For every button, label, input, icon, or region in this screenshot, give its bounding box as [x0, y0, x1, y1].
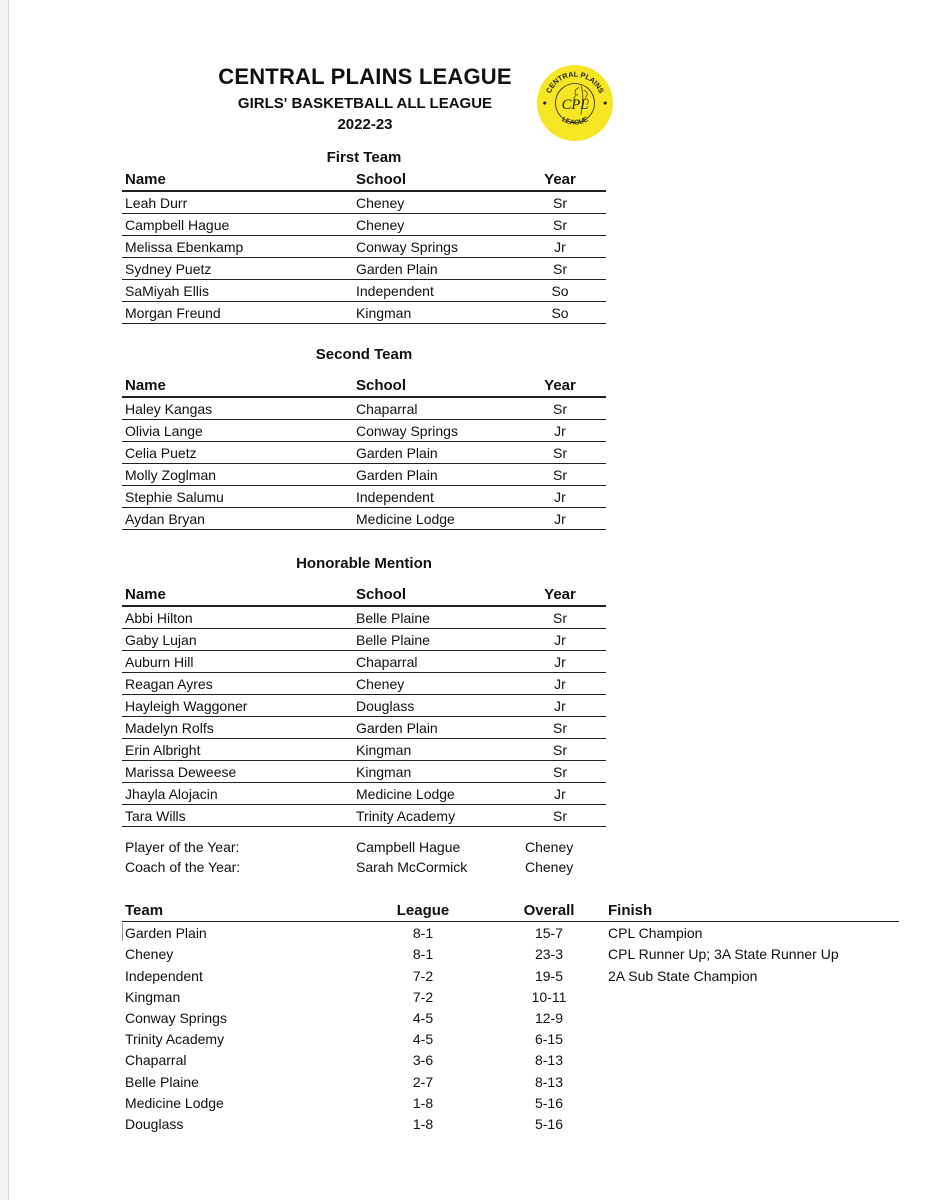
finish-note: CPL Champion — [608, 925, 703, 942]
overall-record: 6-15 — [534, 1031, 564, 1048]
team-name: Trinity Academy — [125, 1031, 225, 1048]
standings-row — [122, 1092, 899, 1113]
league-record: 1-8 — [412, 1115, 434, 1132]
player-year: Sr — [553, 195, 567, 211]
player-year: Jr — [554, 698, 566, 714]
col-year: Year — [544, 377, 576, 394]
table-row — [122, 673, 606, 695]
table-row — [122, 486, 606, 508]
table-row — [122, 739, 606, 761]
table-row — [122, 717, 606, 739]
player-name: SaMiyah Ellis — [125, 283, 210, 299]
award-recipient: Sarah McCormick — [356, 859, 468, 875]
player-year: Sr — [553, 808, 567, 824]
player-school: Chaparral — [356, 401, 418, 417]
standings-row — [122, 1028, 899, 1049]
player-school: Independent — [356, 489, 434, 505]
col-name: Name — [125, 377, 166, 394]
player-year: Jr — [554, 786, 566, 802]
award-coach-of-year — [125, 859, 605, 879]
player-school: Chaparral — [356, 654, 418, 670]
document-subtitle: GIRLS' BASKETBALL ALL LEAGUE — [237, 95, 493, 112]
player-name: Sydney Puetz — [125, 261, 212, 277]
table-row — [122, 508, 606, 530]
player-name: Stephie Salumu — [125, 489, 224, 505]
player-name: Leah Durr — [125, 195, 188, 211]
player-year: Jr — [554, 676, 566, 692]
player-name: Aydan Bryan — [125, 511, 205, 527]
player-name: Morgan Freund — [125, 305, 221, 321]
player-name: Melissa Ebenkamp — [125, 239, 244, 255]
overall-record: 12-9 — [534, 1009, 564, 1026]
player-school: Garden Plain — [356, 445, 438, 461]
player-year: Sr — [553, 217, 567, 233]
col-team: Team — [125, 902, 164, 919]
player-school: Conway Springs — [356, 239, 458, 255]
col-overall: Overall — [523, 902, 575, 919]
player-name: Tara Wills — [125, 808, 186, 824]
player-name: Celia Puetz — [125, 445, 197, 461]
team-name: Medicine Lodge — [125, 1094, 224, 1111]
table-row — [122, 214, 606, 236]
overall-record: 5-16 — [534, 1115, 564, 1132]
league-record: 3-6 — [412, 1052, 434, 1069]
team-name: Belle Plaine — [125, 1073, 199, 1090]
player-name: Abbi Hilton — [125, 610, 193, 626]
table-row — [122, 398, 606, 420]
table-row — [122, 280, 606, 302]
player-year: Jr — [554, 654, 566, 670]
player-year: So — [551, 305, 569, 321]
overall-record: 15-7 — [534, 925, 564, 942]
team-name: Independent — [125, 967, 203, 984]
award-school: Cheney — [525, 859, 574, 875]
team-name: Conway Springs — [125, 1009, 227, 1026]
team-name: Garden Plain — [125, 925, 207, 942]
table-row — [122, 805, 606, 827]
player-year: So — [551, 283, 569, 299]
player-name: Haley Kangas — [125, 401, 213, 417]
logo-text-bottom: LEAGUE — [560, 116, 590, 127]
player-name: Madelyn Rolfs — [125, 720, 214, 736]
col-year: Year — [544, 586, 576, 603]
player-school: Garden Plain — [356, 720, 438, 736]
player-school: Kingman — [356, 305, 412, 321]
col-school: School — [356, 377, 407, 394]
col-league: League — [396, 902, 450, 919]
award-school: Cheney — [525, 839, 574, 855]
season-label: 2022-23 — [337, 116, 393, 133]
table-row — [122, 302, 606, 324]
player-school: Independent — [356, 283, 434, 299]
award-label: Coach of the Year: — [125, 859, 241, 875]
player-year: Jr — [554, 632, 566, 648]
award-recipient: Campbell Hague — [356, 839, 461, 855]
player-name: Marissa Deweese — [125, 764, 237, 780]
player-school: Kingman — [356, 764, 412, 780]
player-year: Jr — [554, 489, 566, 505]
player-year: Sr — [553, 261, 567, 277]
standings-row — [122, 1007, 899, 1028]
overall-record: 8-13 — [534, 1052, 564, 1069]
player-school: Belle Plaine — [356, 632, 430, 648]
logo-text-mid: CPL — [561, 96, 589, 113]
player-name: Auburn Hill — [125, 654, 194, 670]
league-record: 2-7 — [412, 1073, 434, 1090]
player-year: Sr — [553, 445, 567, 461]
league-record: 8-1 — [412, 925, 434, 942]
player-year: Sr — [553, 764, 567, 780]
player-school: Trinity Academy — [356, 808, 456, 824]
player-name: Olivia Lange — [125, 423, 203, 439]
finish-note: 2A Sub State Champion — [608, 967, 758, 984]
col-school: School — [356, 586, 407, 603]
player-year: Sr — [553, 720, 567, 736]
document-title: CENTRAL PLAINS LEAGUE — [218, 64, 512, 89]
league-record: 7-2 — [412, 988, 434, 1005]
player-school: Medicine Lodge — [356, 786, 455, 802]
honorable-mention-title: Honorable Mention — [296, 555, 432, 572]
overall-record: 8-13 — [534, 1073, 564, 1090]
player-year: Sr — [553, 467, 567, 483]
table-row — [122, 651, 606, 673]
player-name: Hayleigh Waggoner — [125, 698, 248, 714]
player-school: Belle Plaine — [356, 610, 430, 626]
col-name: Name — [125, 171, 166, 188]
league-record: 7-2 — [412, 967, 434, 984]
cpl-logo — [536, 64, 614, 142]
team-name: Kingman — [125, 988, 181, 1005]
table-row — [122, 258, 606, 280]
logo-text-top: CENTRAL PLAINS — [543, 69, 607, 95]
table-row — [122, 464, 606, 486]
first-team-title: First Team — [326, 149, 402, 166]
player-school: Kingman — [356, 742, 412, 758]
overall-record: 10-11 — [531, 988, 567, 1005]
table-row — [122, 192, 606, 214]
player-name: Campbell Hague — [125, 217, 230, 233]
table-row — [122, 761, 606, 783]
table-row — [122, 236, 606, 258]
standings-header — [122, 900, 899, 922]
player-school: Conway Springs — [356, 423, 458, 439]
table-header — [122, 583, 606, 607]
standings-row — [122, 922, 899, 943]
league-record: 8-1 — [412, 946, 434, 963]
team-name: Chaparral — [125, 1052, 187, 1069]
col-year: Year — [544, 171, 576, 188]
award-player-of-year — [125, 839, 605, 859]
awards-section — [125, 839, 605, 879]
table-row — [122, 783, 606, 805]
player-school: Cheney — [356, 676, 405, 692]
player-school: Douglass — [356, 698, 415, 714]
player-year: Jr — [554, 511, 566, 527]
player-name: Jhayla Alojacin — [125, 786, 218, 802]
standings-row — [122, 943, 899, 964]
page-edge — [8, 0, 9, 1200]
table-row — [122, 420, 606, 442]
overall-record: 19-5 — [534, 967, 564, 984]
page-margin — [0, 0, 8, 1200]
col-name: Name — [125, 586, 166, 603]
team-name: Douglass — [125, 1115, 184, 1132]
table-row — [122, 629, 606, 651]
standings-row — [122, 986, 899, 1007]
overall-record: 5-16 — [534, 1094, 564, 1111]
player-school: Cheney — [356, 195, 405, 211]
finish-note: CPL Runner Up; 3A State Runner Up — [608, 946, 839, 963]
honorable-mention-table — [122, 583, 606, 827]
player-name: Gaby Lujan — [125, 632, 197, 648]
league-record: 1-8 — [412, 1094, 434, 1111]
award-label: Player of the Year: — [125, 839, 240, 855]
standings-table — [122, 900, 899, 1134]
player-year: Sr — [553, 742, 567, 758]
standings-row — [122, 1070, 899, 1091]
player-name: Erin Albright — [125, 742, 201, 758]
player-school: Cheney — [356, 217, 405, 233]
player-name: Molly Zoglman — [125, 467, 217, 483]
overall-record: 23-3 — [534, 946, 564, 963]
league-record: 4-5 — [412, 1009, 434, 1026]
second-team-title: Second Team — [315, 346, 413, 363]
player-year: Sr — [553, 401, 567, 417]
table-row — [122, 695, 606, 717]
first-team-table — [122, 168, 606, 324]
standings-row — [122, 1049, 899, 1070]
table-header — [122, 374, 606, 398]
standings-row — [122, 1113, 899, 1134]
col-finish: Finish — [608, 902, 653, 919]
league-record: 4-5 — [412, 1031, 434, 1048]
standings-row — [122, 964, 899, 985]
player-year: Jr — [554, 423, 566, 439]
table-row — [122, 607, 606, 629]
player-year: Sr — [553, 610, 567, 626]
col-school: School — [356, 171, 407, 188]
player-year: Jr — [554, 239, 566, 255]
player-school: Garden Plain — [356, 261, 438, 277]
player-name: Reagan Ayres — [125, 676, 213, 692]
second-team-table — [122, 374, 606, 530]
table-header — [122, 168, 606, 192]
player-school: Garden Plain — [356, 467, 438, 483]
player-school: Medicine Lodge — [356, 511, 455, 527]
table-row — [122, 442, 606, 464]
team-name: Cheney — [125, 946, 174, 963]
